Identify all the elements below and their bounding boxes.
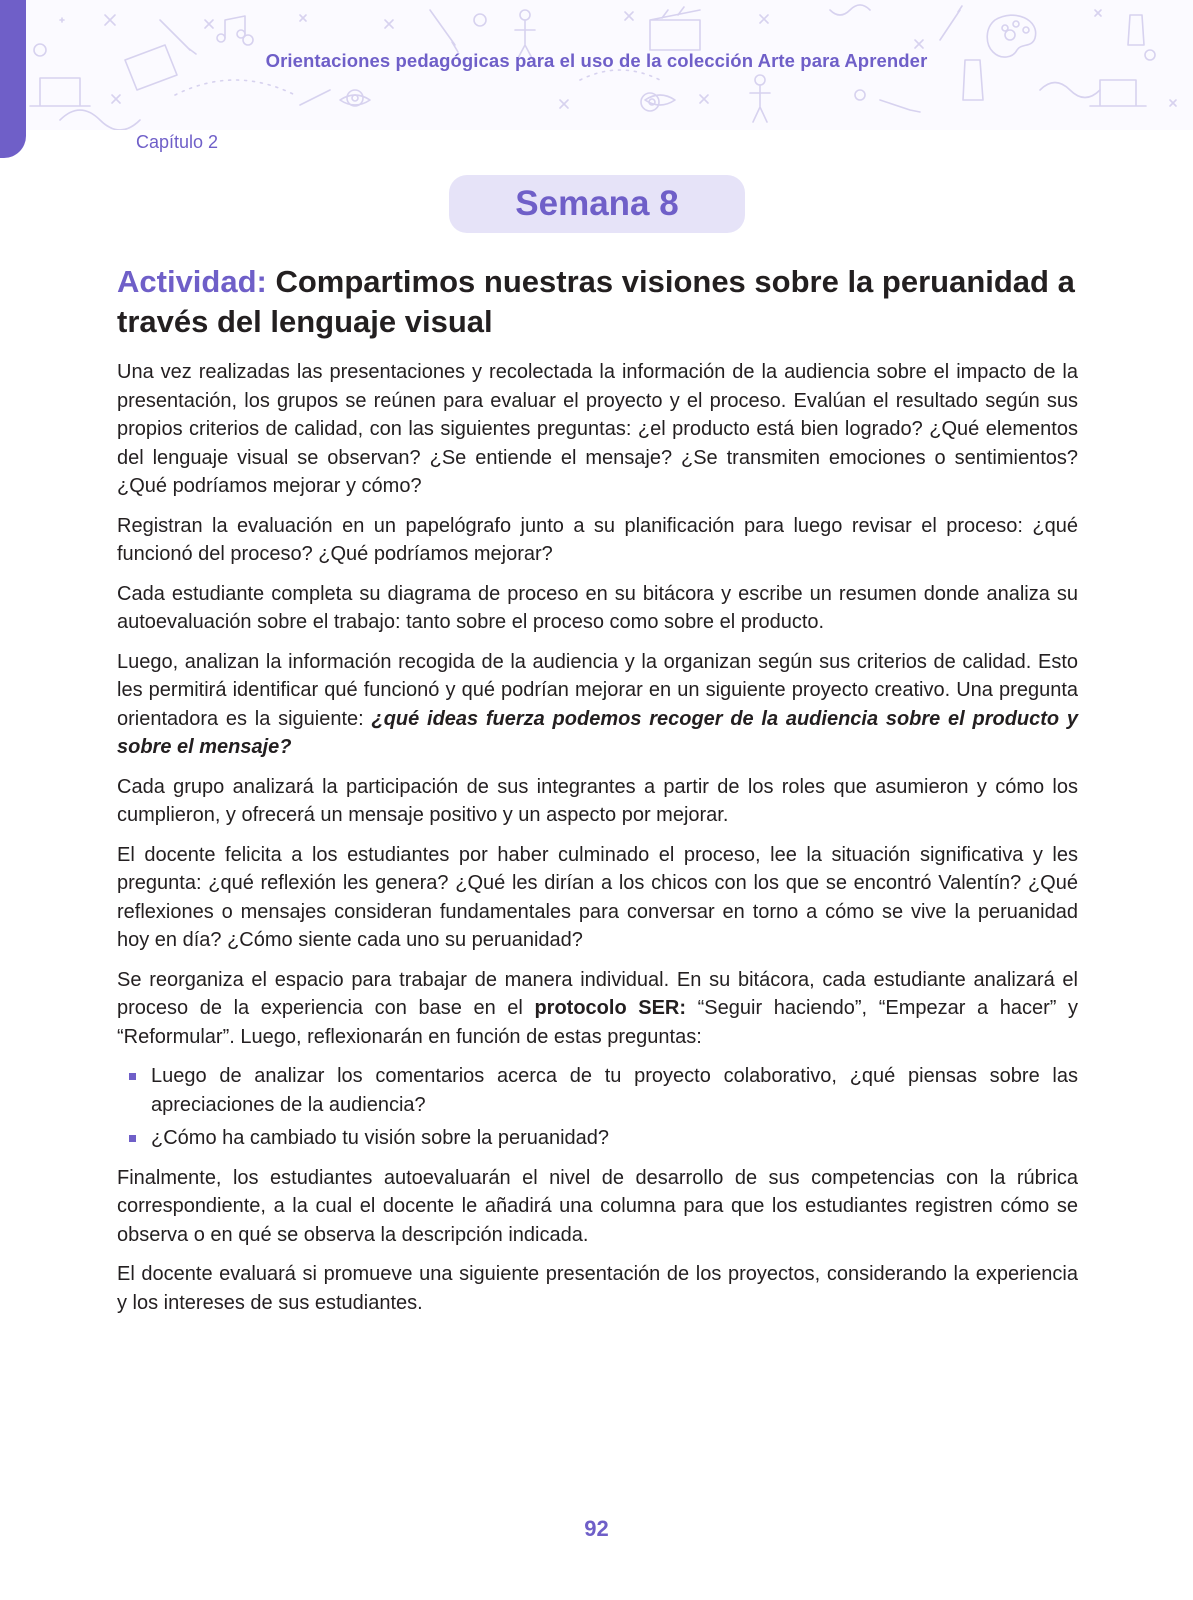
protocol-ser: protocolo SER: (534, 997, 687, 1019)
square-bullet-icon (129, 1073, 136, 1080)
week-badge (449, 175, 745, 233)
paragraph-1: Una vez realizadas las presentaciones y recolectada la información de la audiencia sobre el impacto de la presentación, los grupos se reúnen para evaluar el proyecto y el proceso. Evalúan el resultado según sus propios criterios de calidad, con las siguientes preguntas: ¿el producto está bien logrado? ¿Qué elementos del lenguaje visual se observan? ¿Se entiende el mensaje? ¿Se transmiten emociones o sentimientos? ¿Qué podríamos mejorar y cómo? (117, 361, 1078, 497)
activity-title-text: Compartimos nuestras visiones sobre la peruanidad a través del lenguaje visual (117, 264, 1075, 339)
paragraph-7-after: “Seguir haciendo”, “Empezar a hacer” y “Reformular”. Luego, reflexionarán en función de estas preguntas: (117, 997, 1078, 1048)
reflection-questions (117, 1062, 1078, 1153)
paragraph-4 (117, 648, 1078, 762)
paragraph-8: Finalmente, los estudiantes autoevaluarán el nivel de desarrollo de sus competencias con la rúbrica correspondiente, a la cual el docente le añadirá una columna para que los estudiantes registren cómo se observa o en qué se observa la descripción indicada. (117, 1166, 1078, 1246)
paragraph-5: Cada grupo analizará la participación de sus integrantes a partir de los roles que asumieron y cómo los cumplieron, y ofrecerá un mensaje positivo y un aspecto por mejorar. (117, 775, 1078, 826)
chapter-label: Capítulo 2 (136, 132, 219, 152)
square-bullet-icon (129, 1135, 136, 1142)
paragraph-3: Cada estudiante completa su diagrama de proceso en su bitácora y escribe un resumen donde analiza su autoevaluación sobre el trabajo: tanto sobre el proceso como sobre el producto. (117, 582, 1078, 633)
week-label: Semana 8 (515, 184, 679, 223)
paragraph-7-before: Se reorganiza el espacio para trabajar de manera individual. En su bitácora, cada estudiante analizará el proceso de la experiencia con base en el (117, 968, 1078, 1019)
list-item-text: Luego de analizar los comentarios acerca de tu proyecto colaborativo, ¿qué piensas sobre las apreciaciones de la audiencia? (151, 1065, 1078, 1116)
list-item (117, 1124, 1078, 1153)
activity-title (117, 262, 1082, 342)
activity-lead: Actividad: (117, 264, 267, 299)
guiding-question: ¿qué ideas fuerza podemos recoger de la audiencia sobre el producto y sobre el mensaje? (117, 707, 1078, 758)
list-item-text: ¿Cómo ha cambiado tu visión sobre la peruanidad? (151, 1127, 610, 1149)
activity-body (117, 358, 1078, 1328)
paragraph-4-text: Luego, analizan la información recogida de la audiencia y la organizan según sus criterios de calidad. Esto les permitirá identificar qué funcionó y qué podrían mejorar en un siguiente proyecto creativo. Una pregunta orientadora es la siguiente: (117, 650, 1078, 730)
paragraph-9: El docente evaluará si promueve una siguiente presentación de los proyectos, considerando la experiencia y los intereses de sus estudiantes. (117, 1263, 1078, 1314)
paragraph-6: El docente felicita a los estudiantes por haber culminado el proceso, lee la situación significativa y les pregunta: ¿qué reflexión les genera? ¿Qué les dirían a los chicos con los que se encontró Valentín? ¿Qué reflexiones o mensajes consideran fundamentales para conversar en torno a cómo se vive la peruanidad hoy en día? ¿Cómo siente cada uno su peruanidad? (117, 843, 1078, 951)
chapter-side-tab (0, 0, 26, 158)
paragraph-2: Registran la evaluación en un papelógrafo junto a su planificación para luego revisar el proceso: ¿qué funcionó del proceso? ¿Qué podríamos mejorar? (117, 514, 1078, 565)
paragraph-7 (117, 966, 1078, 1052)
collection-title: Orientaciones pedagógicas para el uso de la colección Arte para Aprender (265, 50, 928, 71)
list-item (117, 1062, 1078, 1119)
page-number: 92 (584, 1516, 609, 1541)
